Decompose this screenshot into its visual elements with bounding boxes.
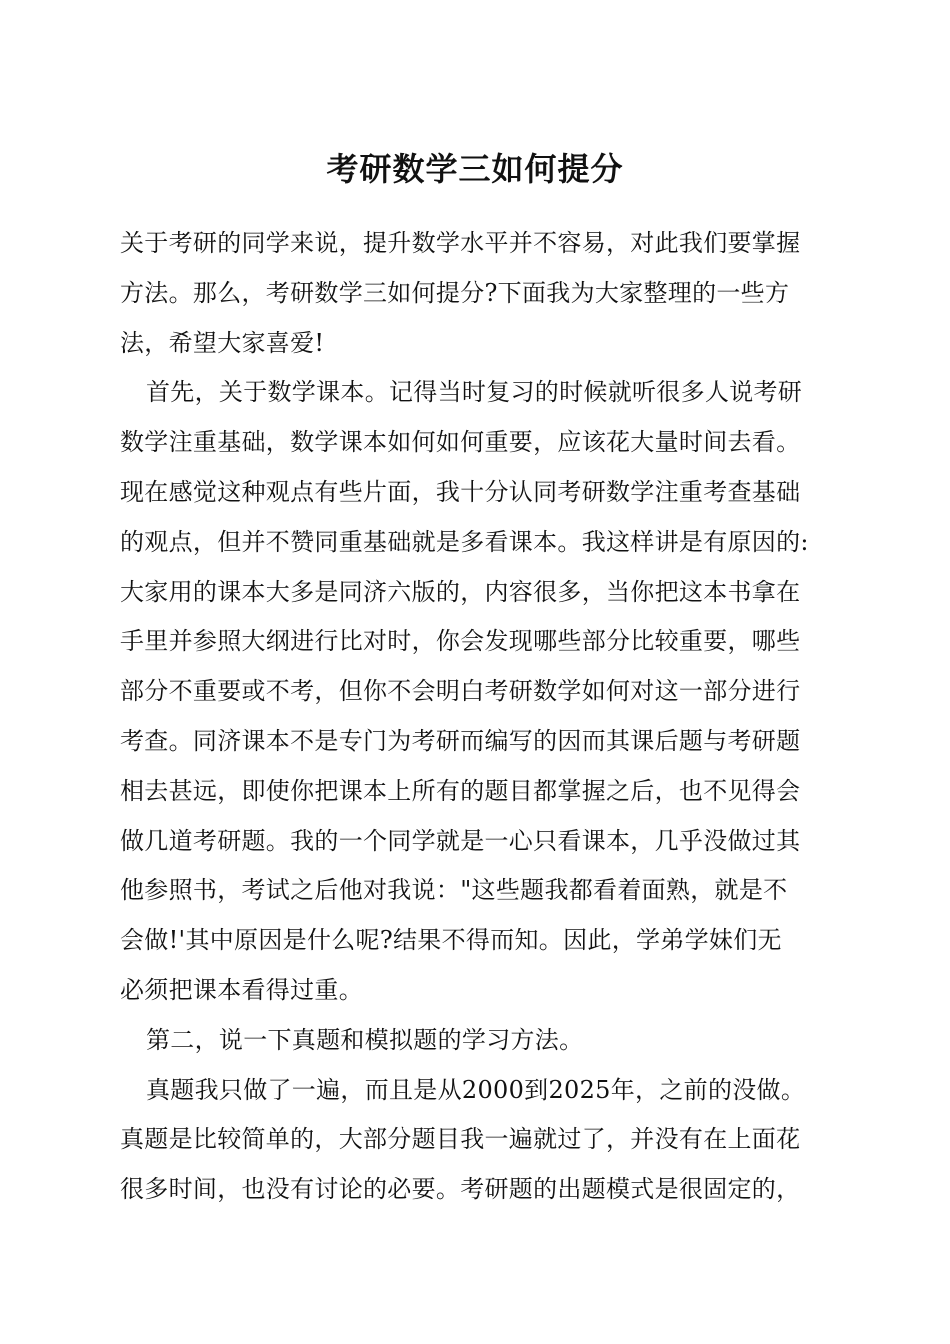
text-line: 他参照书，考试之后他对我说："这些题我都看着面熟，就是不 [120, 876, 788, 905]
text-line: 必须把课本看得过重。 [120, 975, 363, 1004]
document-title: 考研数学三如何提分 [326, 150, 624, 188]
text-line: 第二，说一下真题和模拟题的学习方法。 [146, 1025, 584, 1054]
text-line: 真题是比较简单的，大部分题目我一遍就过了，并没有在上面花 [120, 1125, 801, 1154]
text-line: 关于考研的同学来说，提升数学水平并不容易，对此我们要掌握 [120, 229, 801, 257]
document-body [120, 219, 840, 1215]
text-line: 真题我只做了一遍，而且是从2000到2025年，之前的没做。 [146, 1075, 806, 1104]
text-line: 相去甚远，即使你把课本上所有的题目都掌握之后，也不见得会 [120, 776, 801, 805]
text-line: 数学注重基础，数学课本如何如何重要，应该花大量时间去看。 [120, 428, 801, 457]
text-line: 部分不重要或不考，但你不会明白考研数学如何对这一部分进行 [120, 677, 801, 706]
text-line: 大家用的课本大多是同济六版的，内容很多，当你把这本书拿在 [120, 577, 801, 606]
text-line: 做几道考研题。我的一个同学就是一心只看课本，几乎没做过其 [120, 826, 801, 855]
text-line: 现在感觉这种观点有些片面，我十分认同考研数学注重考查基础 [120, 477, 801, 506]
text-line: 的观点，但并不赞同重基础就是多看课本。我这样讲是有原因的: [120, 527, 809, 556]
text-line: 考查。同济课本不是专门为考研而编写的因而其课后题与考研题 [120, 726, 801, 755]
text-line: 很多时间，也没有讨论的必要。考研题的出题模式是很固定的， [120, 1175, 801, 1204]
text-line: 手里并参照大纲进行比对时，你会发现哪些部分比较重要，哪些 [120, 627, 801, 656]
text-line: 方法。那么，考研数学三如何提分?下面我为大家整理的一些方 [120, 278, 790, 307]
text-line: 首先，关于数学课本。记得当时复习的时候就听很多人说考研 [146, 378, 803, 407]
text-line: 法，希望大家喜爱! [120, 328, 325, 357]
text-line: 会做!'其中原因是什么呢?结果不得而知。因此，学弟学妹们无 [120, 926, 782, 955]
